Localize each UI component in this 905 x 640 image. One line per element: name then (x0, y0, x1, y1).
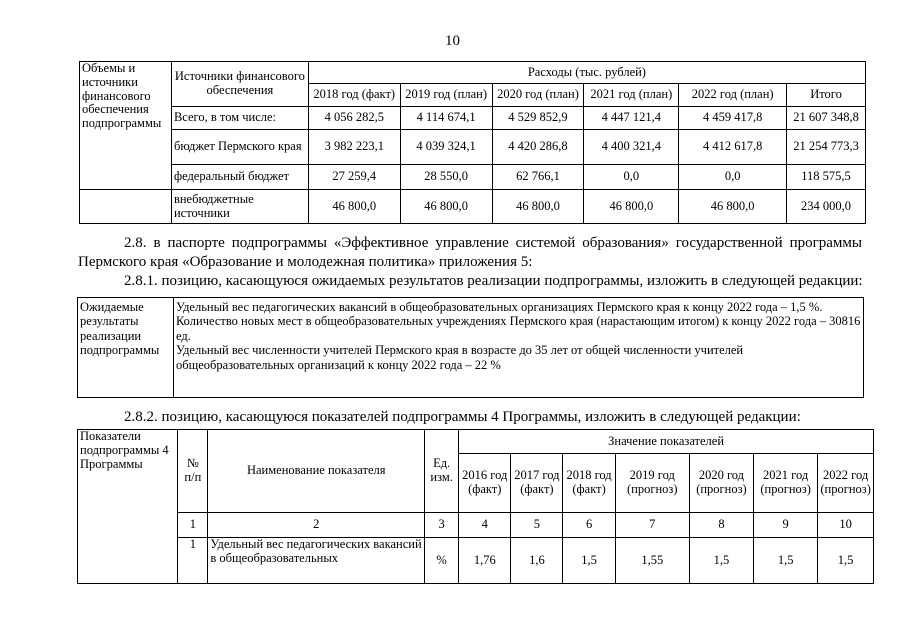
col-number: 10 (818, 513, 874, 538)
year-header: 2022 год (план) (679, 84, 787, 107)
year-header: 2021 год (план) (584, 84, 679, 107)
table-cell: 28 550,0 (400, 165, 492, 190)
expected-results-content (173, 298, 863, 398)
table-cell: 46 800,0 (679, 190, 787, 224)
table-cell: 1,5 (563, 538, 615, 584)
expected-results-table (77, 297, 864, 398)
table-cell: 1,5 (689, 538, 753, 584)
table-cell: 4 412 617,8 (679, 130, 787, 165)
source-label: бюджет Пермского края (171, 130, 308, 165)
table-cell: 1,5 (754, 538, 818, 584)
source-label: Всего, в том числе: (171, 107, 308, 130)
col-number: 9 (754, 513, 818, 538)
year-header: 2019 год (план) (400, 84, 492, 107)
table-cell: 234 000,0 (787, 190, 866, 224)
year-header: 2020 год (прогноз) (689, 454, 753, 513)
paragraph-2-8-1: 2.8.1. позицию, касающуюся ожидаемых результатов реализации подпрограммы, изложить в следующей редакции: (124, 273, 863, 289)
indicators-header: Показатели подпрограммы 4 Программы (78, 430, 178, 584)
year-header: 2016 год (факт) (459, 454, 511, 513)
table-cell: 0,0 (679, 165, 787, 190)
year-header: 2018 год (факт) (308, 84, 400, 107)
source-label: федеральный бюджет (171, 165, 308, 190)
paragraph-2-8-2: 2.8.2. позицию, касающуюся показателей подпрограммы 4 Программы, изложить в следующей редакции: (124, 409, 801, 425)
result-line: Количество новых мест в общеобразовательных учреждениях Пермского края (нарастающим итогом) к концу 2022 года – 30816 ед. (175, 314, 861, 343)
table-cell: 4 420 286,8 (492, 130, 584, 165)
paragraph-2-8: 2.8. в паспорте подпрограммы «Эффективное управление системой образования» государственной программы Пермского края «Образование и молодежная политика» приложения 5: (78, 235, 862, 270)
year-header: 2021 год (прогноз) (754, 454, 818, 513)
table-cell: 46 800,0 (400, 190, 492, 224)
col-number: 8 (689, 513, 753, 538)
col-number: 4 (459, 513, 511, 538)
values-header: Значение показателей (459, 430, 874, 454)
table-cell: 118 575,5 (787, 165, 866, 190)
table-cell: 27 259,4 (308, 165, 400, 190)
indicator-name: Удельный вес педагогических вакансий в общеобразовательных (208, 538, 425, 584)
table-cell: 46 800,0 (584, 190, 679, 224)
financing-row-header: Объемы и источники финансового обеспечения подпрограммы (80, 62, 172, 190)
table-cell: 1,6 (511, 538, 563, 584)
table-cell: 1,5 (818, 538, 874, 584)
table-cell: 4 114 674,1 (400, 107, 492, 130)
num-header: № п/п (178, 430, 208, 513)
table-cell: 1,55 (615, 538, 689, 584)
col-number: 7 (615, 513, 689, 538)
table-cell: 62 766,1 (492, 165, 584, 190)
page-number: 10 (445, 33, 460, 49)
table-cell: 21 254 773,3 (787, 130, 866, 165)
table-cell: 3 982 223,1 (308, 130, 400, 165)
table-cell: 1,76 (459, 538, 511, 584)
financing-table (79, 61, 866, 224)
col-number: 3 (425, 513, 459, 538)
table-cell: 46 800,0 (492, 190, 584, 224)
expected-results-label: Ожидаемые результаты реализации подпрограммы (78, 298, 174, 398)
table-cell: 46 800,0 (308, 190, 400, 224)
year-header: 2017 год (факт) (511, 454, 563, 513)
table-cell: 4 056 282,5 (308, 107, 400, 130)
expenses-header: Расходы (тыс. рублей) (308, 62, 865, 84)
result-line: Удельный вес педагогических вакансий в общеобразовательных организациях Пермского края к концу 2022 года – 1,5 %. (175, 300, 823, 314)
name-header: Наименование показателя (208, 430, 425, 513)
unit-header: Ед. изм. (425, 430, 459, 513)
table-cell: 0,0 (584, 165, 679, 190)
col-number: 6 (563, 513, 615, 538)
year-header: 2020 год (план) (492, 84, 584, 107)
indicators-table (77, 429, 874, 584)
table-cell: 4 459 417,8 (679, 107, 787, 130)
year-header: 2022 год (прогноз) (818, 454, 874, 513)
unit-cell: % (425, 538, 459, 584)
empty-cell (80, 190, 172, 224)
year-header: 2019 год (прогноз) (615, 454, 689, 513)
col-number: 2 (208, 513, 425, 538)
sources-header: Источники финансового обеспечения (171, 62, 308, 107)
result-line: Удельный вес численности учителей Пермского края в возрасте до 35 лет от общей численности учителей общеобразовательных организаций к концу 2022 года – 22 % (175, 343, 744, 372)
table-cell: 4 447 121,4 (584, 107, 679, 130)
col-number: 5 (511, 513, 563, 538)
col-number: 1 (178, 513, 208, 538)
total-header: Итого (787, 84, 866, 107)
table-cell: 4 400 321,4 (584, 130, 679, 165)
year-header: 2018 год (факт) (563, 454, 615, 513)
row-number: 1 (178, 538, 208, 584)
table-cell: 4 039 324,1 (400, 130, 492, 165)
table-cell: 21 607 348,8 (787, 107, 866, 130)
table-cell: 4 529 852,9 (492, 107, 584, 130)
source-label: внебюджетные источники (171, 190, 308, 224)
